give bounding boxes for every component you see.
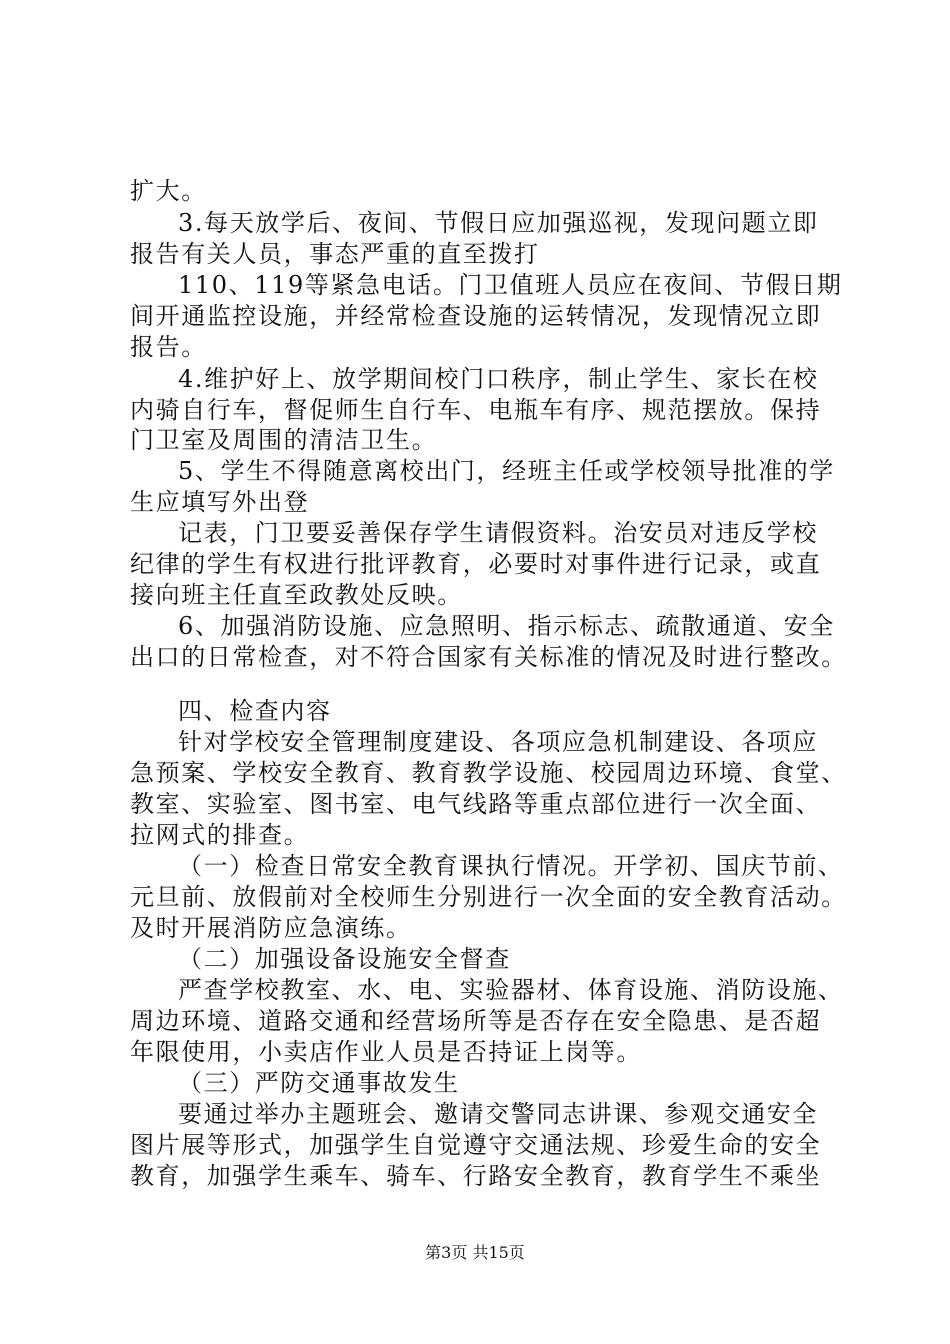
text-line: 要通过举办主题班会、邀请交警同志讲课、参观交通安全 bbox=[178, 1100, 818, 1128]
subsection-heading: （二）加强设备设施安全督查 bbox=[178, 945, 511, 973]
section-heading: 四、检查内容 bbox=[178, 697, 332, 725]
text-line: 接向班主任直至政教处反映。 bbox=[130, 581, 463, 609]
text-line: 3.每天放学后、夜间、节假日应加强巡视，发现问题立即 bbox=[178, 209, 819, 237]
text-line: 急预案、学校安全教育、教育教学设施、校园周边环境、食堂、 bbox=[130, 759, 847, 787]
text-line: 5、学生不得随意离校出门，经班主任或学校领导批准的学 bbox=[178, 457, 835, 485]
text-line: 间开通监控设施，并经常检查设施的运转情况，发现情况立即 bbox=[130, 302, 822, 330]
text-line: 纪律的学生有权进行批评教育，必要时对事件进行记录，或直 bbox=[130, 550, 822, 578]
text-line: 报告。 bbox=[130, 333, 207, 361]
text-line: 门卫室及周围的清洁卫生。 bbox=[130, 426, 438, 454]
page-number: 第3页 共15页 bbox=[425, 1243, 525, 1262]
text-line: 拉网式的排查。 bbox=[130, 821, 310, 849]
text-line: 教育，加强学生乘车、骑车、行路安全教育，教育学生不乘坐 bbox=[130, 1162, 822, 1190]
text-line: 严查学校教室、水、电、实验器材、体育设施、消防设施、 bbox=[178, 976, 844, 1004]
text-line: 6、加强消防设施、应急照明、指示标志、疏散通道、安全 bbox=[178, 612, 835, 640]
text-line: 及时开展消防应急演练。 bbox=[130, 914, 412, 942]
text-line: 教室、实验室、图书室、电气线路等重点部位进行一次全面、 bbox=[130, 790, 822, 818]
text-line: 扩大。 bbox=[130, 177, 207, 205]
text-line: 元旦前、放假前对全校师生分别进行一次全面的安全教育活动。 bbox=[130, 883, 847, 911]
text-line: 报告有关人员，事态严重的直至拨打 bbox=[130, 240, 540, 268]
text-line: 生应填写外出登 bbox=[130, 488, 310, 516]
text-line: 4.维护好上、放学期间校门口秩序，制止学生、家长在校 bbox=[178, 365, 819, 393]
text-line: 110、119等紧急电话。门卫值班人员应在夜间、节假日期 bbox=[178, 271, 843, 299]
subsection-heading: （一）检查日常安全教育课执行情况。开学初、国庆节前、 bbox=[178, 852, 844, 880]
text-line: 针对学校安全管理制度建设、各项应急机制建设、各项应 bbox=[178, 728, 818, 756]
text-line: 图片展等形式，加强学生自觉遵守交通法规、珍爱生命的安全 bbox=[130, 1131, 822, 1159]
subsection-heading: （三）严防交通事故发生 bbox=[178, 1069, 460, 1097]
text-line: 记表，门卫要妥善保存学生请假资料。治安员对违反学校 bbox=[178, 519, 818, 547]
text-line: 年限使用，小卖店作业人员是否持证上岗等。 bbox=[130, 1038, 642, 1066]
text-line: 内骑自行车，督促师生自行车、电瓶车有序、规范摆放。保持 bbox=[130, 396, 822, 424]
text-line: 周边环境、道路交通和经营场所等是否存在安全隐患、是否超 bbox=[130, 1007, 822, 1035]
text-line: 出口的日常检查，对不符合国家有关标准的情况及时进行整改。 bbox=[130, 643, 847, 671]
